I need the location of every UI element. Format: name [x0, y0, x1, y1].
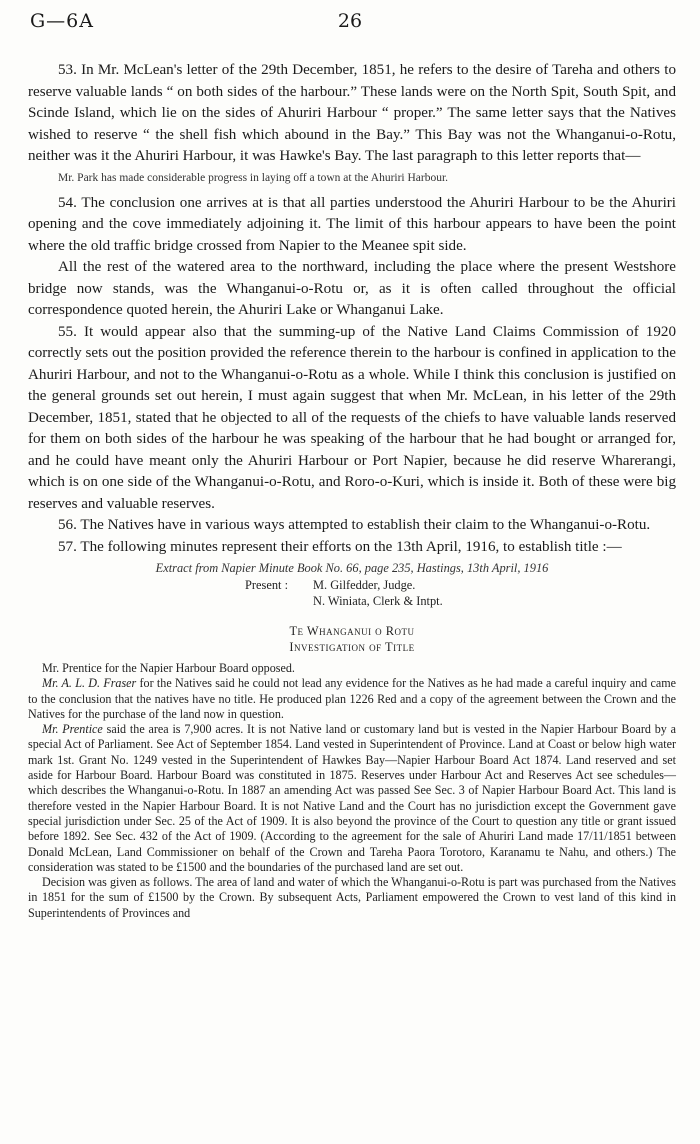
quotation: Mr. Park has made considerable progress in laying off a town at the Ahuriri Harbour.	[58, 171, 449, 184]
minute-2-text: for the Natives said he could not lead any evidence for the Natives as he had made a careful inquiry and came to the conclusion that the natives have no title. He produced plan 1226 Red and a copy of the agreement between the Crown and the Natives for the purchase of the land now in question.	[28, 676, 676, 721]
paragraph-53: 53. In Mr. McLean's letter of the 29th December, 1851, he refers to the desire of Tareha and others to reserve valuable lands “ on both sides of the harbour.” These lands were on the North Spit, South Spit, and Scinde Island, which lie on the sides of Ahuriri Harbour “ proper.” The same letter says that the Natives wished to reserve “ the shell fish which abound in the Bay.” This Bay was not the Whanganui-o-Rotu, neither was it the Ahuriri Harbour, it was Hawke's Bay. The last paragraph to this letter reports that—	[28, 62, 676, 164]
minute-2	[28, 676, 676, 722]
page-number: 26	[337, 10, 363, 32]
section-heading	[28, 623, 676, 655]
paragraph-57: 57. The following minutes represent their efforts on the 13th April, 1916, to establish title :—	[58, 538, 622, 555]
extract-title: Extract from Napier Minute Book No. 66, page 235, Hastings, 13th April, 1916	[155, 561, 549, 575]
paragraph-55: 55. It would appear also that the summing-up of the Native Land Claims Commission of 1920 correctly sets out the position provided the reference therein to the harbour is confined in application to the Ahuriri Harbour, and not to the Whanganui-o-Rotu as a whole. While I think this conclusion is justified on the general grounds set out herein, I must again suggest that when Mr. McLean, in his letter of the 29th December, 1851, stated that he objected to all of the requests of the chiefs to have valuable lands reserved for them on both sides of the harbour he was speaking of the harbour that he had bought or arranged for, and he could have meant only the Ahuriri Harbour or Port Napier, because he did reserve Wharerangi, which is on one side of the Whanganui-o-Rotu, and Roro-o-Kuri, which is inside it. Both of these were big reserves and valuable reserves.	[28, 323, 676, 512]
speaker-name: Mr. Prentice	[42, 722, 103, 737]
present-judge: M. Gilfedder, Judge.	[313, 578, 416, 592]
minute-1: Mr. Prentice for the Napier Harbour Board opposed.	[42, 661, 295, 675]
present-clerk: N. Winiata, Clerk & Intpt.	[313, 594, 443, 608]
minute-3-text: said the area is 7,900 acres. It is not Native land or customary land but is vested in the Napier Harbour Board by a special Act of Parliament. See Act of September 1854. Land vested in Superintendent of Province. Land at Coast or below high water mark 1st. Grant No. 1249 vested in the Superintendent of Hawkes Bay—Napier Harbour Board Act 1874. Land reserved and set aside for Harbour Board. Harbour Board was constituted in 1875. Reserves under Harbour Act and Reserves Act see schedules—which describes the Whanganui-o-Rotu. In 1887 an amending Act was passed See Sec. 3 of Napier Harbour Board Act. This land is therefore vested in the Napier Harbour Board. It is not Native Land and the Court has no jurisdiction except the Government gave special jurisdiction under Sec. 25 of the Act of 1909. It is also beyond the province of the Court to question any title or grant issued before 1892. See Sec. 432 of the Act of 1909. (According to the agreement for the sale of Ahuriri Land made 17/11/1851 between Donald McLean, Land Commissioner on behalf of the Crown and Tareha Paora Torotoro, Karanamu te Nahu, and others.) The consideration was stated to be £1500 and the boundaries of the purchased land are set out.	[28, 722, 676, 874]
heading-title: Te Whanganui o Rotu	[289, 624, 415, 638]
present-block	[245, 577, 676, 609]
heading-subtitle: Investigation of Title	[289, 640, 415, 654]
paragraph-54: 54. The conclusion one arrives at is that all parties understood the Ahuriri Harbour to be the Ahuriri opening and the cove immediately adjoining it. The limit of this harbour appears to have been the point where the old traffic bridge crossed from Napier to the Meanee spit side.	[28, 194, 676, 254]
body-text	[28, 60, 676, 921]
present-label: Present :	[245, 578, 289, 592]
minutes	[28, 661, 676, 921]
minute-3	[28, 722, 676, 875]
paragraph-54-continued: All the rest of the watered area to the northward, including the place where the present Westshore bridge now stands, was the Whanganui-o-Rotu or, as it is often called throughout the official correspondence quoted herein, the Ahuriri Lake or Whanganui Lake.	[28, 259, 676, 318]
document-code: G—6A	[30, 10, 94, 32]
minute-4: Decision was given as follows. The area of land and water of which the Whanganui-o-Rotu is part was purchased from the Natives in 1851 for the sum of £1500 by the Crown. By subsequent Acts, Parliament empowered the Crown to vest land of this kind in Superintendents of Provinces and	[28, 875, 676, 920]
speaker-name: Mr. A. L. D. Fraser	[42, 676, 137, 691]
paragraph-56: 56. The Natives have in various ways attempted to establish their claim to the Whanganui-o-Rotu.	[58, 517, 651, 533]
page-header	[30, 10, 670, 44]
